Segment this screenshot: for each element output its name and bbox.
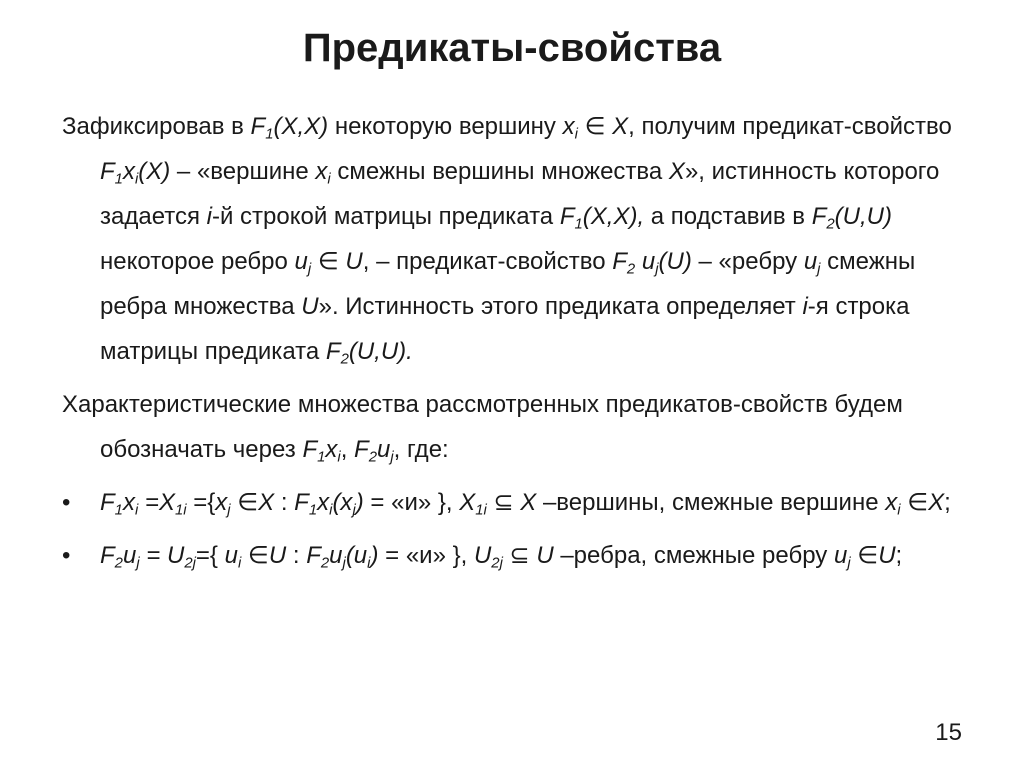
math-subscript: i bbox=[329, 502, 333, 519]
math-fragment: u bbox=[224, 542, 238, 569]
math-subscript: j bbox=[136, 555, 140, 572]
math-fragment: x bbox=[325, 436, 338, 463]
math-subscript: 1 bbox=[574, 216, 583, 233]
math-subscript: j bbox=[307, 261, 312, 278]
math-fragment: F bbox=[325, 338, 341, 365]
math-fragment: u bbox=[635, 248, 656, 275]
math-fragment: x bbox=[885, 489, 898, 516]
math-fragment: F bbox=[306, 542, 321, 569]
math-fragment: x bbox=[122, 158, 135, 185]
math-subscript: i bbox=[337, 449, 341, 466]
math-subscript: j bbox=[655, 261, 659, 278]
math-fragment: (X,X), bbox=[582, 203, 645, 230]
math-subscript: 1 bbox=[317, 449, 326, 466]
math-fragment: u bbox=[833, 542, 848, 569]
math-subscript: 1 bbox=[308, 502, 318, 519]
slide-body bbox=[62, 104, 974, 586]
math-subscript: j bbox=[352, 502, 356, 519]
math-subscript: j bbox=[817, 261, 821, 278]
math-fragment: F bbox=[811, 203, 827, 230]
math-subscript: j bbox=[227, 502, 231, 519]
math-fragment: i bbox=[802, 293, 808, 320]
math-subscript: i bbox=[897, 502, 901, 519]
math-fragment: ∈X bbox=[900, 489, 945, 516]
math-subscript: i bbox=[574, 126, 578, 143]
math-fragment: (U,U) bbox=[834, 203, 892, 230]
math-fragment: X bbox=[668, 158, 685, 185]
math-fragment: i bbox=[206, 203, 212, 230]
math-fragment: (X) bbox=[138, 158, 171, 185]
math-subscript: i bbox=[134, 502, 139, 519]
math-fragment: u bbox=[122, 542, 137, 569]
math-fragment: F bbox=[612, 248, 627, 275]
math-fragment: x bbox=[562, 113, 575, 140]
math-subscript: i bbox=[134, 171, 139, 188]
math-fragment: F bbox=[100, 158, 115, 185]
paragraph: Характеристические множества рассмотренных предикатов-свойств будем обозначать через $F_1x_i$, $F_2u_j$, где: bbox=[62, 391, 903, 466]
math-subscript: 2 bbox=[114, 555, 123, 572]
math-fragment: ⊆ X bbox=[486, 489, 537, 516]
math-subscript: 2 bbox=[826, 216, 835, 233]
math-subscript: i bbox=[237, 555, 242, 572]
bullet-text: $F_2u_j = U_{2j}=${ $u_i$ ∈U : $F_2u_j(u_i)$ = «и» }, $U_{2j}$ ⊆ U –ребра, смежные ребру $u_j$ ∈U; bbox=[100, 542, 903, 572]
math-fragment: U bbox=[301, 293, 319, 320]
math-fragment: F bbox=[250, 113, 266, 140]
math-fragment: u bbox=[377, 436, 391, 463]
math-fragment: ∈X bbox=[230, 489, 275, 516]
bullet-item bbox=[62, 480, 974, 525]
page-number: 15 bbox=[935, 719, 962, 746]
math-subscript: 2 bbox=[368, 449, 377, 466]
math-fragment: ∈ U bbox=[311, 248, 363, 275]
math-fragment: F bbox=[294, 489, 309, 516]
math-subscript: 2j bbox=[491, 555, 503, 572]
math-subscript: i bbox=[327, 171, 331, 188]
math-fragment: ∈ X bbox=[577, 113, 629, 140]
math-fragment: ∈U bbox=[850, 542, 896, 569]
math-subscript: 1i bbox=[475, 502, 487, 519]
math-subscript: 1i bbox=[174, 502, 187, 519]
math-fragment: u bbox=[803, 248, 818, 275]
math-fragment: ) bbox=[370, 542, 379, 569]
math-fragment: ) bbox=[355, 489, 364, 516]
math-fragment: x bbox=[315, 158, 328, 185]
math-fragment: F bbox=[100, 542, 115, 569]
bullet-marker: • bbox=[62, 542, 71, 569]
math-fragment: =X bbox=[138, 489, 175, 516]
math-fragment: F bbox=[559, 203, 575, 230]
math-fragment: x bbox=[122, 489, 135, 516]
math-fragment: x bbox=[317, 489, 330, 516]
math-fragment: (u bbox=[345, 542, 368, 569]
math-subscript: i bbox=[367, 555, 371, 572]
math-subscript: j bbox=[847, 555, 851, 572]
math-fragment: x bbox=[215, 489, 228, 516]
math-fragment: (x bbox=[332, 489, 353, 516]
paragraph: Зафиксировав в $F_1(X,X)$ некоторую вершину $x_i$ ∈ X, получим предикат-свойство $F_1x_i(X)$ – «вершине $x_i$ смежны вершины множества X», истинность которого задается i-й строкой матрицы предиката $F_1(X,X)$, а подставив в $F_2(U,U)$ некоторое ребро $u_j$ ∈ U, – предикат-свойство $F_2$ $u_j(U)$ – «ребру $u_j$ смежны ребра множества U». Истинность этого предиката определяет i-я строка матрицы предиката $F_2(U,U)$. bbox=[62, 113, 952, 368]
math-fragment: F bbox=[302, 436, 318, 463]
math-subscript: 1 bbox=[265, 126, 274, 143]
math-subscript: j bbox=[390, 449, 394, 466]
math-fragment: F bbox=[100, 489, 115, 516]
math-subscript: j bbox=[342, 555, 346, 572]
math-fragment: u bbox=[294, 248, 308, 275]
math-fragment: u bbox=[329, 542, 343, 569]
bullet-text: $F_1x_i =X_{1i} =\{x_j$ ∈X : $F_1x_i(x_j)$ = «и» }, $X_{1i}$ ⊆ X –вершины, смежные вершине $x_i$ ∈X; bbox=[100, 489, 951, 519]
math-fragment: (X,X) bbox=[273, 113, 329, 140]
slide-title: Предикаты-свойства bbox=[302, 26, 722, 70]
bullet-item bbox=[62, 533, 974, 578]
math-fragment: X bbox=[459, 489, 476, 516]
math-subscript: 2 bbox=[626, 261, 636, 278]
math-fragment: (U) bbox=[658, 248, 692, 275]
bullet-marker: • bbox=[62, 489, 71, 516]
math-subscript: 2 bbox=[320, 555, 330, 572]
math-subscript: 1 bbox=[114, 502, 123, 519]
math-fragment: F bbox=[354, 436, 369, 463]
math-fragment: = U bbox=[139, 542, 185, 569]
math-subscript: 2j bbox=[184, 555, 196, 572]
math-fragment: U bbox=[473, 542, 492, 569]
math-fragment: ∈U bbox=[241, 542, 287, 569]
math-fragment: ⊆ U bbox=[502, 542, 554, 569]
math-subscript: 1 bbox=[114, 171, 123, 188]
math-subscript: 2 bbox=[340, 351, 349, 368]
math-fragment: (U,U). bbox=[348, 338, 413, 365]
